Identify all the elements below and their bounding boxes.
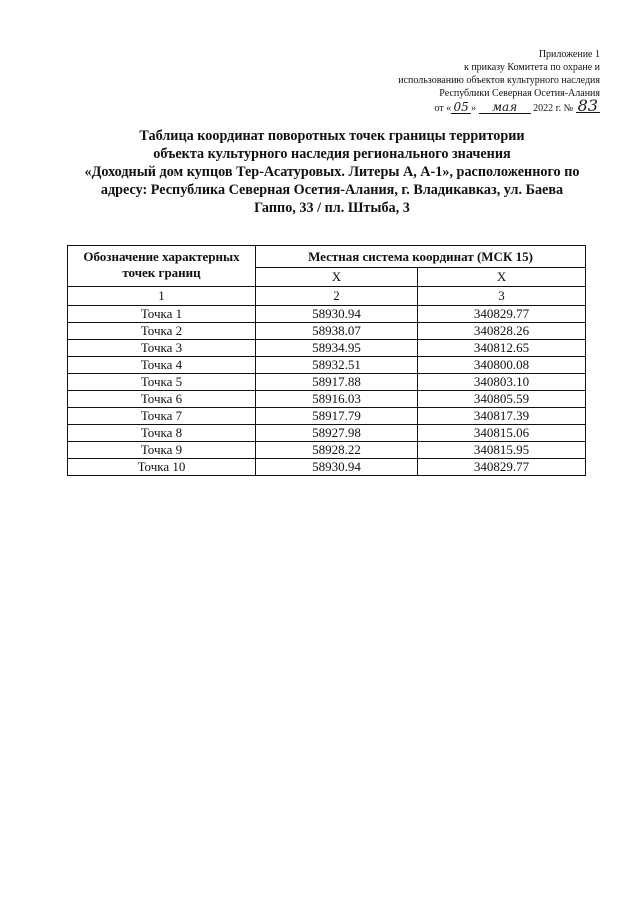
annex-line-4: Республики Северная Осетия-Алания — [439, 88, 600, 99]
order-date-line — [300, 96, 600, 115]
point-name: Точка 5 — [68, 374, 256, 391]
coord-y: 340828.26 — [418, 323, 586, 340]
coord-y: 340815.06 — [418, 425, 586, 442]
coordinates-table — [67, 245, 586, 476]
coord-x: 58928.22 — [256, 442, 418, 459]
table-row — [68, 459, 586, 476]
point-name: Точка 2 — [68, 323, 256, 340]
annex-line-1: Приложение 1 — [538, 49, 600, 60]
order-number: 83 — [577, 96, 598, 115]
date-mid: » — [471, 103, 477, 114]
coord-x: 58917.79 — [256, 408, 418, 425]
annex-line-2: к приказу Комитета по охране и — [463, 62, 600, 73]
coord-x: 58934.95 — [256, 340, 418, 357]
title-line-1: Таблица координат поворотных точек границы территории — [139, 128, 525, 144]
date-prefix: от « — [434, 103, 452, 114]
title-line-4: адресу: Республика Северная Осетия-Алания, г. Владикавказ, ул. Баева — [100, 182, 564, 198]
table-row — [68, 408, 586, 425]
document-title — [62, 127, 602, 217]
annex-header — [300, 48, 600, 115]
coord-y: 340805.59 — [418, 391, 586, 408]
table-row — [68, 323, 586, 340]
coord-y: 340803.10 — [418, 374, 586, 391]
coord-y: 340800.08 — [418, 357, 586, 374]
table-row — [68, 391, 586, 408]
point-name: Точка 4 — [68, 357, 256, 374]
coordinate-system-header: Местная система координат (МСК 15) — [256, 246, 586, 268]
column-index-3: 3 — [418, 287, 586, 306]
annex-line-3: использованию объектов культурного наследия — [398, 75, 600, 86]
table-row — [68, 306, 586, 323]
title-line-5: Гаппо, 33 / пл. Штыба, 3 — [254, 200, 410, 216]
point-designation-header: Обозначение характерных точек границ — [68, 246, 256, 287]
point-name: Точка 8 — [68, 425, 256, 442]
coord-x: 58930.94 — [256, 306, 418, 323]
coord-x: 58938.07 — [256, 323, 418, 340]
table-row — [68, 374, 586, 391]
table-header — [68, 246, 586, 306]
axis-x-header: X — [256, 268, 418, 287]
table-body — [68, 306, 586, 476]
coord-y: 340829.77 — [418, 459, 586, 476]
table-row — [68, 442, 586, 459]
date-year: 2022 г. № — [533, 103, 574, 114]
column-index-row — [68, 287, 586, 306]
coord-y: 340815.95 — [418, 442, 586, 459]
coord-y: 340817.39 — [418, 408, 586, 425]
date-month: мая — [479, 101, 531, 114]
point-name: Точка 9 — [68, 442, 256, 459]
coord-x: 58917.88 — [256, 374, 418, 391]
point-name: Точка 6 — [68, 391, 256, 408]
point-name: Точка 10 — [68, 459, 256, 476]
point-name: Точка 1 — [68, 306, 256, 323]
coord-y: 340829.77 — [418, 306, 586, 323]
table-row — [68, 425, 586, 442]
point-name: Точка 7 — [68, 408, 256, 425]
column-index-1: 1 — [68, 287, 256, 306]
coord-x: 58932.51 — [256, 357, 418, 374]
table-row — [68, 340, 586, 357]
coord-x: 58927.98 — [256, 425, 418, 442]
column-index-2: 2 — [256, 287, 418, 306]
date-day: 05 — [451, 101, 471, 114]
point-name: Точка 3 — [68, 340, 256, 357]
title-line-2: объекта культурного наследия регионального значения — [153, 146, 511, 162]
coord-y: 340812.65 — [418, 340, 586, 357]
table-row — [68, 357, 586, 374]
title-line-3: «Доходный дом купцов Тер-Асатуровых. Литеры А, А-1», расположенного по — [84, 164, 580, 180]
coord-x: 58916.03 — [256, 391, 418, 408]
coord-x: 58930.94 — [256, 459, 418, 476]
axis-y-header: X — [418, 268, 586, 287]
